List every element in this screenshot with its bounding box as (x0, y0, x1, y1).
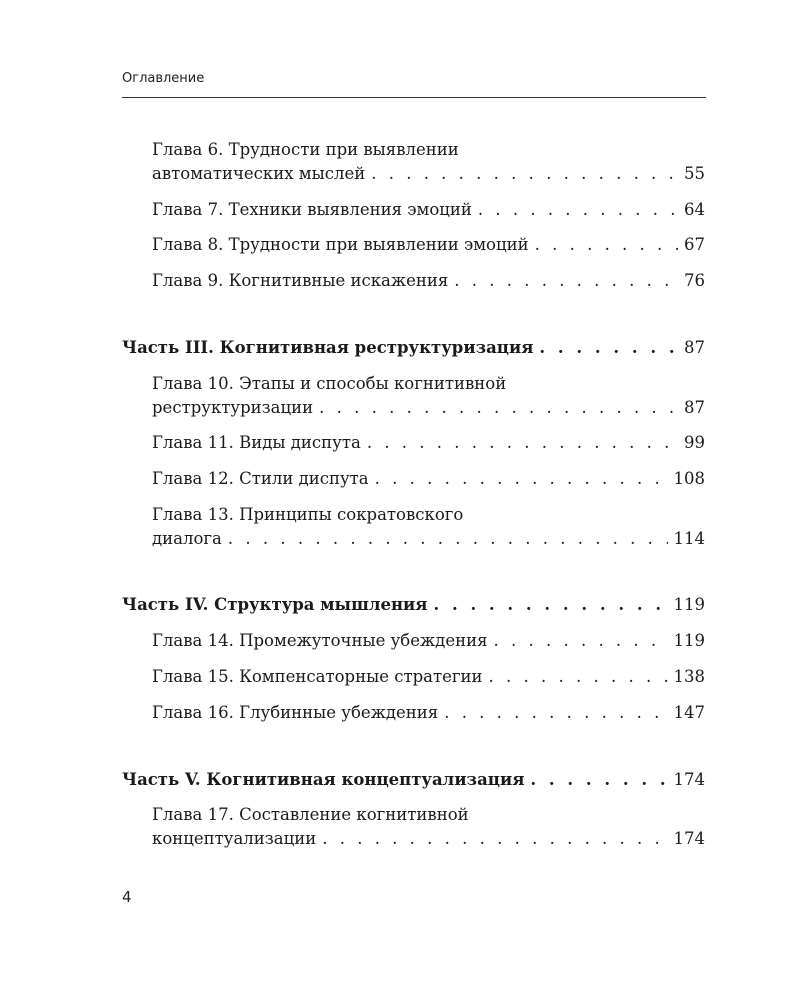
toc-entry-page: 67 (684, 235, 705, 254)
toc-entry-title: концептуализации (152, 829, 317, 848)
toc-entry-page: 119 (673, 595, 705, 614)
toc-entry-chapter-15[interactable] (152, 665, 705, 689)
dot-leader (489, 665, 668, 689)
toc-entry-chapter-9[interactable] (152, 269, 705, 293)
toc-entry-chapter-16[interactable] (152, 701, 705, 725)
toc-entry-chapter-12[interactable] (152, 467, 705, 491)
dot-leader (454, 269, 678, 293)
toc-entry-chapter-11[interactable] (152, 431, 705, 455)
dot-leader (367, 431, 678, 455)
toc-entry-page: 87 (684, 338, 705, 357)
toc-entry-title: Глава 9. Когнитивные искажения (152, 271, 449, 290)
toc-entry-chapter-17[interactable] (152, 803, 705, 851)
toc-entry-title: Глава 7. Техники выявления эмоций (152, 200, 472, 219)
toc-entry-part-3[interactable] (122, 336, 705, 360)
dot-leader (375, 467, 668, 491)
dot-leader (494, 629, 668, 653)
toc-entry-title: Глава 14. Промежуточные убеждения (152, 631, 488, 650)
toc-entry-title-line: Глава 10. Этапы и способы когнитивной (152, 374, 507, 393)
dot-leader (228, 527, 668, 551)
dot-leader (371, 162, 678, 186)
toc-entry-title-line: Глава 13. Принципы сократовского (152, 505, 464, 524)
dot-leader (535, 233, 678, 257)
toc-entry-title: Часть III. Когнитивная реструктуризация (122, 338, 534, 357)
toc-entry-chapter-14[interactable] (152, 629, 705, 653)
toc-entry-page: 147 (673, 703, 705, 722)
toc-entry-title: автоматических мыслей (152, 164, 366, 183)
toc-entry-title: Часть V. Когнитивная концептуализация (122, 770, 525, 789)
toc-entry-chapter-6[interactable] (152, 138, 705, 186)
toc-entry-title: Глава 16. Глубинные убеждения (152, 703, 439, 722)
toc-entry-chapter-13[interactable] (152, 503, 705, 551)
toc-entry-page: 87 (684, 398, 705, 417)
toc-entry-title: Глава 12. Стили диспута (152, 469, 369, 488)
toc-entry-page: 119 (673, 631, 705, 650)
toc-entry-part-4[interactable] (122, 593, 705, 617)
dot-leader (322, 827, 667, 851)
toc-entry-title: реструктуризации (152, 398, 314, 417)
toc-entry-title-line: Глава 6. Трудности при выявлении (152, 140, 459, 159)
running-header: Оглавление (122, 71, 205, 86)
toc-entry-chapter-7[interactable] (152, 198, 705, 222)
toc-entry-title: Глава 11. Виды диспута (152, 433, 361, 452)
toc-entry-title: Глава 8. Трудности при выявлении эмоций (152, 235, 529, 254)
toc-entry-page: 76 (684, 271, 705, 290)
dot-leader (478, 198, 678, 222)
dot-leader (319, 396, 678, 420)
toc-entry-title-line: Глава 17. Составление когнитивной (152, 805, 469, 824)
toc-entry-title: диалога (152, 529, 222, 548)
toc-entry-page: 64 (684, 200, 705, 219)
toc-entry-chapter-10[interactable] (152, 372, 705, 420)
dot-leader (444, 701, 667, 725)
toc-entry-page: 138 (673, 667, 705, 686)
toc-entry-page: 174 (673, 770, 705, 789)
dot-leader (433, 593, 667, 617)
toc-entry-title: Часть IV. Структура мышления (122, 595, 428, 614)
toc-entry-page: 55 (684, 164, 705, 183)
page-number: 4 (122, 888, 132, 906)
toc-entry-page: 174 (673, 829, 705, 848)
toc-entry-page: 99 (684, 433, 705, 452)
dot-leader (539, 336, 678, 360)
toc-entry-title: Глава 15. Компенсаторные стратегии (152, 667, 483, 686)
toc-entry-page: 108 (673, 469, 705, 488)
toc-entry-page: 114 (673, 529, 705, 548)
toc-entry-part-5[interactable] (122, 768, 705, 792)
toc-entry-chapter-8[interactable] (152, 233, 705, 257)
dot-leader (530, 768, 667, 792)
